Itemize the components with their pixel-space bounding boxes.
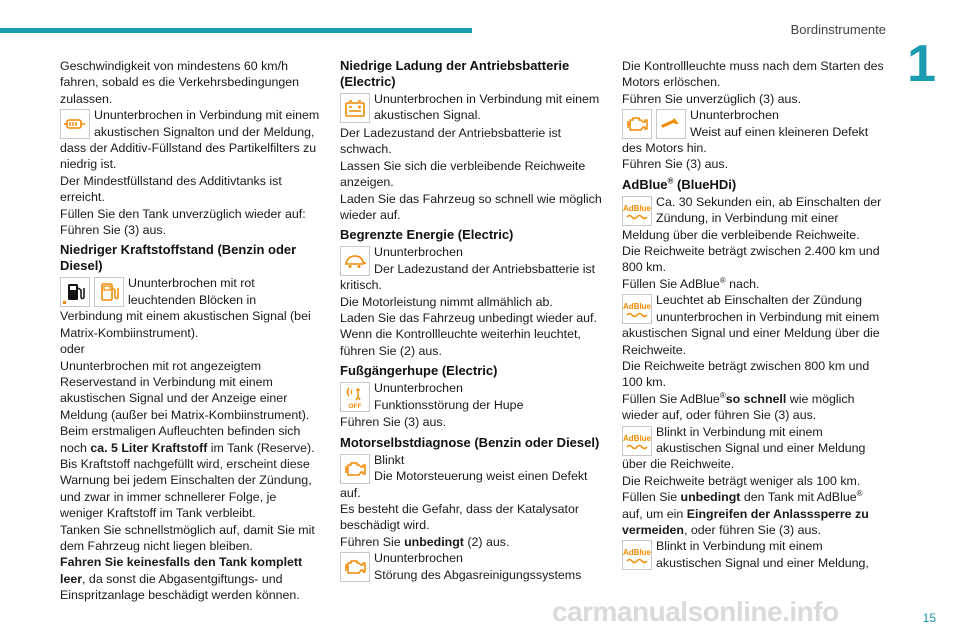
warning-text: Blinkt xyxy=(374,452,405,467)
engine-check-icon xyxy=(622,109,652,139)
warning-text: Die Motorsteuerung weist einen Defekt auf. xyxy=(340,469,588,500)
column-3 xyxy=(622,58,884,572)
section-heading xyxy=(622,177,884,193)
warning-item xyxy=(622,538,884,572)
registered-mark: ® xyxy=(719,275,726,285)
warning-text: Störung des Abgasreinigungssystems xyxy=(374,567,582,582)
paragraph: Der Ladezustand der Antriebsbatterie ist schwach. xyxy=(340,126,562,157)
paragraph: Lassen Sie sich die verbleibende Reichweite anzeigen. xyxy=(340,158,586,190)
bold-text: unbedingt xyxy=(404,534,464,549)
text-run: AdBlue xyxy=(622,176,668,192)
text-run: nach. xyxy=(725,276,760,291)
warning-item xyxy=(340,550,602,584)
warning-text: Blinkt in Verbindung mit einem akustischen Signal und einer Meldung, xyxy=(656,539,869,570)
paragraph: Führen Sie (3) aus. xyxy=(340,415,447,430)
warning-text: Weist auf einen kleineren Defekt des Motors hin. xyxy=(622,124,869,156)
pedestrian-horn-icon xyxy=(340,382,370,412)
warning-item xyxy=(60,275,322,341)
warning-text: Der Ladezustand der Antriebsbatterie ist kritisch. xyxy=(340,261,596,293)
paragraph xyxy=(622,391,884,424)
warning-item xyxy=(622,194,884,243)
paragraph: Bis Kraftstoff nachgefüllt wird, erscheint diese Warnung bei jedem Einschalten der Zündung, und zwar in immer schnellerer Folge, je weniger Kraftstoff im Tank verbleibt. xyxy=(60,456,312,521)
column-2 xyxy=(340,58,602,584)
warning-item xyxy=(60,107,322,173)
bold-text: Eingreifen der Anlasssperre zu vermeiden xyxy=(622,506,869,537)
engine-check-icon xyxy=(340,454,370,484)
warning-text: Ca. 30 Sekunden ein, ab Einschalten der Zündung, in Verbindung mit einer Meldung über die verbleibende Reichweite. xyxy=(622,194,882,242)
paragraph: Es besteht die Gefahr, dass der Katalysator beschädigt wird. xyxy=(340,501,579,533)
adblue-icon-label: AdBlue xyxy=(623,433,651,443)
warning-text: Leuchtet ab Einschalten der Zündung ununterbrochen in Verbindung mit einem akustischen Signal und einer Meldung über die Reichweite. xyxy=(622,293,880,357)
wrench-icon xyxy=(656,109,686,139)
registered-mark: ® xyxy=(667,176,674,186)
text-run: Füllen Sie xyxy=(622,490,681,505)
text-run: Füllen Sie AdBlue xyxy=(622,391,720,406)
text-run: (2) aus. xyxy=(463,534,510,549)
paragraph: oder xyxy=(60,342,85,357)
paragraph: Die Motorleistung nimmt allmählich ab. xyxy=(340,294,553,309)
warning-text: Funktionsstörung der Hupe xyxy=(374,397,524,412)
warning-item xyxy=(340,91,602,125)
section-heading: Begrenzte Energie (Electric) xyxy=(340,227,514,243)
text-run: Füllen Sie AdBlue xyxy=(622,276,720,291)
registered-mark: ® xyxy=(856,489,863,499)
chapter-number: 1 xyxy=(907,35,936,93)
section-heading: Fußgängerhupe (Electric) xyxy=(340,363,498,379)
paragraph: Die Reichweite beträgt zwischen 800 km und 100 km. xyxy=(622,358,870,390)
paragraph: Führen Sie (3) aus. xyxy=(622,157,729,172)
warning-item xyxy=(622,292,884,358)
paragraph: Der Mindestfüllstand des Additivtanks ist erreicht. xyxy=(60,173,282,205)
turtle-icon xyxy=(340,246,370,276)
text-run: Beim erstmaligen Aufleuchten befinden sich noch xyxy=(60,424,301,455)
paragraph: Tanken Sie schnellstmöglich auf, damit Sie mit dem Fahrzeug nicht liegen bleiben. xyxy=(60,522,315,553)
text-run: (BlueHDi) xyxy=(673,176,737,192)
page-number: 15 xyxy=(922,610,936,625)
adblue-icon-label: AdBlue xyxy=(623,302,651,312)
text-run: wie möglich wieder auf, oder führen Sie (3) aus. xyxy=(622,391,855,423)
paragraph xyxy=(60,554,322,603)
adblue-icon xyxy=(622,294,652,324)
paragraph: Laden Sie das Fahrzeug unbedingt wieder auf. xyxy=(340,311,597,326)
paragraph: Ununterbrochen mit rot angezeigtem Reservestand in Verbindung mit einem akustischen Signal und der Anzeige einer Meldung (außer bei Matrix-Kombiinstrument). xyxy=(60,358,310,422)
adblue-icon xyxy=(622,196,652,226)
warning-text: Ununterbrochen in Verbindung mit einem akustischen Signal. xyxy=(374,92,600,123)
text-run: , oder führen Sie (3) aus. xyxy=(683,522,822,537)
warning-item xyxy=(622,424,884,473)
adblue-icon-label: AdBlue xyxy=(623,548,651,558)
bold-text: so schnell xyxy=(725,391,787,406)
warning-text: Ununterbrochen xyxy=(374,381,463,396)
warning-item xyxy=(340,380,602,414)
adblue-icon-label: AdBlue xyxy=(623,203,651,213)
text-run: Führen Sie xyxy=(340,534,405,549)
warning-item xyxy=(340,244,602,293)
reserve-indicator xyxy=(63,301,66,304)
paragraph: Wenn die Kontrollleuchte weiterhin leuchtet, führen Sie (2) aus. xyxy=(340,327,581,358)
traction-battery-icon xyxy=(340,93,370,123)
warning-text: Ununterbrochen mit rot leuchtenden Blöcken in Verbindung mit einem akustischen Signal (bei Matrix-Kombiinstrument). xyxy=(60,276,311,340)
particle-filter-icon xyxy=(60,109,90,139)
bold-text: unbedingt xyxy=(680,490,741,505)
bold-text: Fahren Sie keinesfalls den Tank komplett leer xyxy=(60,555,303,586)
paragraph xyxy=(622,489,884,538)
fuel-pump-icon xyxy=(94,277,124,307)
text-run: im Tank (Reserve). xyxy=(207,440,315,455)
warning-text: Blinkt in Verbindung mit einem akustischen Signal und einer Meldung über die Reichweite. xyxy=(622,424,866,472)
warning-text: Ununterbrochen xyxy=(690,108,779,123)
watermark: carmanualsonline.info xyxy=(552,596,839,627)
section-title: Bordinstrumente xyxy=(790,22,886,37)
text-run: , da sonst die Abgasentgiftungs- und Einspritzanlage beschädigt werden können. xyxy=(60,571,300,603)
fuel-pump-icon xyxy=(60,277,90,307)
paragraph xyxy=(622,276,884,292)
paragraph xyxy=(340,534,602,550)
svg-text:OFF: OFF xyxy=(348,403,362,410)
text-run: auf, um ein xyxy=(622,506,687,521)
section-heading: Niedriger Kraftstoffstand (Benzin oder Diesel) xyxy=(60,242,297,274)
warning-text: Ununterbrochen xyxy=(374,551,463,566)
adblue-icon xyxy=(622,426,652,456)
registered-mark: ® xyxy=(719,390,726,400)
adblue-icon xyxy=(622,540,652,570)
paragraph: Die Reichweite beträgt zwischen 2.400 km und 800 km. xyxy=(622,244,880,275)
column-1 xyxy=(60,58,322,604)
header-bar xyxy=(0,28,472,33)
paragraph: Füllen Sie den Tank unverzüglich wieder auf: Führen Sie (3) aus. xyxy=(60,206,306,238)
paragraph: Die Reichweite beträgt weniger als 100 km. xyxy=(622,473,861,488)
warning-text: Ununterbrochen in Verbindung mit einem akustischen Signalton und der Meldung, dass der Additiv-Füllstand des Partikelfilters zu niedrig ist. xyxy=(60,108,320,172)
warning-item xyxy=(622,107,884,156)
text-run: den Tank mit AdBlue xyxy=(740,490,857,505)
paragraph xyxy=(60,423,322,456)
paragraph: Die Kontrollleuchte muss nach dem Starten des Motors erlöschen. xyxy=(622,59,884,90)
section-heading: Niedrige Ladung der Antriebsbatterie (Electric) xyxy=(340,58,570,89)
section-heading: Motorselbstdiagnose (Benzin oder Diesel) xyxy=(340,434,600,450)
warning-text: Ununterbrochen xyxy=(374,245,463,260)
paragraph: Führen Sie unverzüglich (3) aus. xyxy=(622,91,802,106)
paragraph: Geschwindigkeit von mindestens 60 km/h fahren, sobald es die Verkehrsbedingungen zulassen. xyxy=(60,59,300,106)
paragraph: Laden Sie das Fahrzeug so schnell wie möglich wieder auf. xyxy=(340,191,602,223)
warning-item xyxy=(340,452,602,501)
engine-check-icon xyxy=(340,552,370,582)
bold-text: ca. 5 Liter Kraftstoff xyxy=(90,440,208,455)
